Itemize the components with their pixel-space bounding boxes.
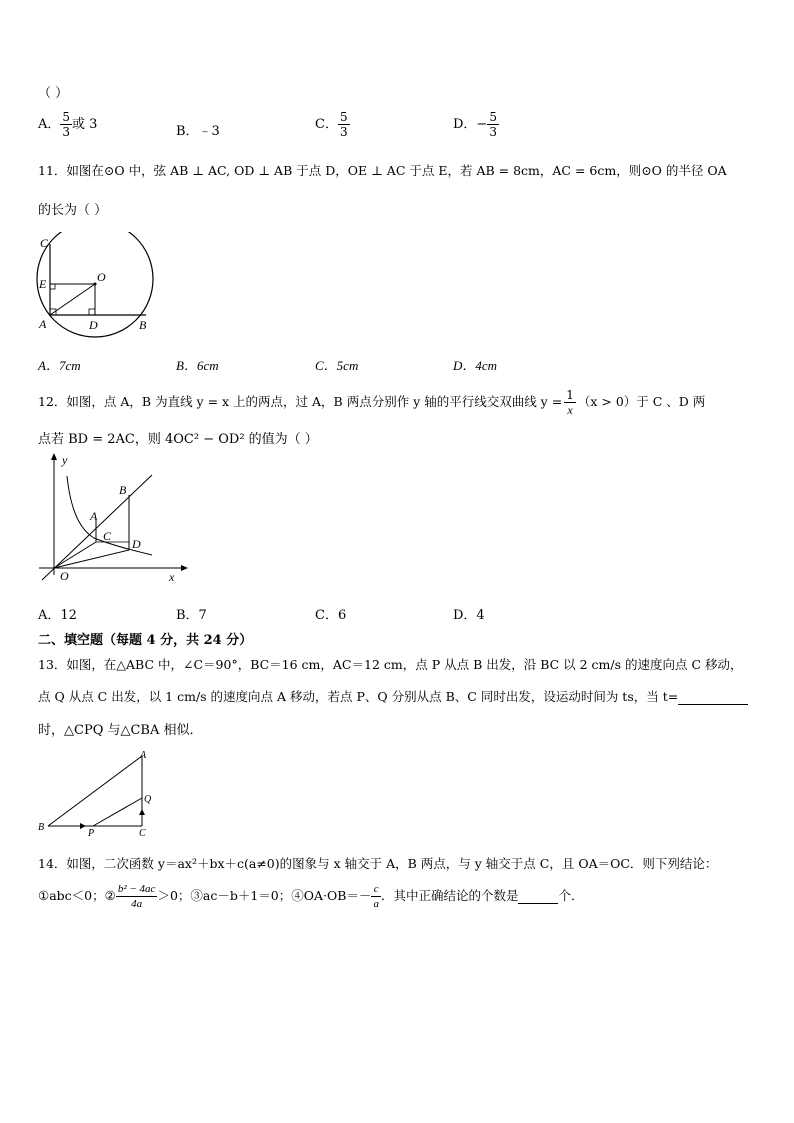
- q10-d-fraction: $\frac{5}{3}$: [489, 110, 497, 139]
- q13-stem-line2: 点 Q 从点 C 出发，以 1 cm/s 的速度向点 A 移动，若点 P、Q 分别从点 B、C 同时出发，设运动时间为 ts，当 t=: [38, 687, 748, 705]
- q10-c-fraction: $\frac{5}{3}$: [339, 110, 348, 139]
- segment-od: [54, 550, 129, 568]
- q10-paren: （ ）: [38, 86, 69, 101]
- segment-oc: [54, 542, 96, 568]
- q10-option-d[interactable]: D．− $\frac{5}{3}$: [453, 110, 497, 139]
- q14-stem-line1: 14．如图，二次函数 y＝ax²＋bx＋c(a≠0)的图象与 x 轴交于 A，B 两点，与 y 轴交于点 C，且 OA＝OC．则下列结论：: [38, 856, 718, 871]
- q10-option-b[interactable]: B．﹣3: [176, 124, 220, 139]
- y-axis-arrow: [51, 453, 57, 460]
- q11-option-a[interactable]: A．7cm: [38, 358, 81, 373]
- q11-option-d[interactable]: D．4cm: [453, 358, 498, 373]
- q13-answer-blank[interactable]: [678, 689, 748, 705]
- label-b: B: [119, 483, 127, 497]
- label-a: A: [39, 317, 47, 331]
- q12-option-b[interactable]: B．7: [176, 608, 207, 623]
- q10-a-fraction: $\frac{5}{3}$: [62, 110, 71, 139]
- label-b: B: [139, 318, 147, 332]
- q11-option-c[interactable]: C．5cm: [315, 358, 359, 373]
- q14-fraction-c-over-a: $\frac{c}{a}$: [373, 883, 379, 910]
- label-a: A: [90, 509, 98, 523]
- label-e: E: [39, 277, 47, 291]
- label-o: O: [97, 270, 106, 284]
- q12-stem-line1: 12．如图，点 A，B 为直线 y = x 上的两点，过 A，B 两点分别作 y 轴的平行线交双曲线 y = $\frac{1}{x}$ （x > 0）于 C 、D 两: [38, 388, 706, 417]
- q14-answer-blank[interactable]: [518, 888, 558, 904]
- arrow-q-direction: [139, 809, 145, 815]
- label-d: D: [132, 537, 141, 551]
- arrow-p-direction: [80, 823, 86, 829]
- q13-stem-line1: 13．如图，在△ABC 中，∠C＝90°，BC＝16 cm，AC＝12 cm，点 P 从点 B 出发，沿 BC 以 2 cm/s 的速度向点 C 移动，: [38, 657, 743, 672]
- label-x: x: [169, 570, 175, 584]
- q11-option-b[interactable]: B．6cm: [176, 358, 219, 373]
- q12-option-c[interactable]: C．6: [315, 608, 347, 623]
- q12-stem-line2: 点若 BD = 2AC，则 4OC² − OD² 的值为（ ）: [38, 432, 318, 447]
- side-ab: [48, 756, 142, 826]
- section-heading-fill-in: 二、填空题（每题 4 分，共 24 分）: [38, 633, 253, 648]
- label-a: A: [140, 750, 147, 761]
- label-c: C: [103, 529, 112, 543]
- q11-stem-line1: 11．如图在⊙O 中，弦 AB ⊥ AC, OD ⊥ AB 于点 D，OE ⊥ AC 于点 E，若 AB = 8cm，AC = 6cm，则⊙O 的半径 OA: [38, 163, 727, 178]
- label-b: B: [38, 822, 45, 833]
- label-q: Q: [144, 794, 152, 805]
- q12-graph-diagram: [34, 450, 194, 590]
- q12-fraction: $\frac{1}{x}$: [566, 388, 574, 417]
- label-c: C: [139, 828, 146, 838]
- label-p: P: [88, 828, 95, 838]
- segment-pq: [93, 798, 142, 826]
- x-axis-arrow: [181, 565, 188, 571]
- label-y: y: [62, 453, 68, 467]
- right-angle-e: [50, 284, 55, 289]
- label-d: D: [89, 318, 98, 332]
- q12-option-a[interactable]: A．12: [38, 608, 77, 623]
- q13-stem-line3: 时，△CPQ 与△CBA 相似．: [38, 723, 203, 738]
- q10-option-c[interactable]: C． $\frac{5}{3}$: [315, 110, 348, 139]
- q11-stem-line2: 的长为（ ）: [38, 203, 108, 218]
- label-c: C: [40, 236, 49, 250]
- segment-oa: [50, 284, 95, 315]
- q13-triangle-diagram: [36, 750, 161, 838]
- q12-option-d[interactable]: D．4: [453, 608, 485, 623]
- right-angle-d: [89, 309, 95, 315]
- line-y-equals-x: [42, 475, 152, 580]
- q14-fraction-discriminant: $\frac{\text{b² − 4ac}}{4a}$: [117, 883, 156, 910]
- label-o: O: [60, 569, 69, 583]
- q10-option-a[interactable]: A． $\frac{5}{3}$ 或 3: [38, 110, 98, 139]
- q11-circle-diagram: [35, 232, 160, 342]
- q14-stem-line2: ①abc＜0；② $\frac{\text{b² − 4ac}}{4a}$ ＞0；③ac－b＋1＝0；④OA·OB＝－ $\frac{c}{a}$ ．其中正确结论的个数是 个．: [38, 883, 584, 910]
